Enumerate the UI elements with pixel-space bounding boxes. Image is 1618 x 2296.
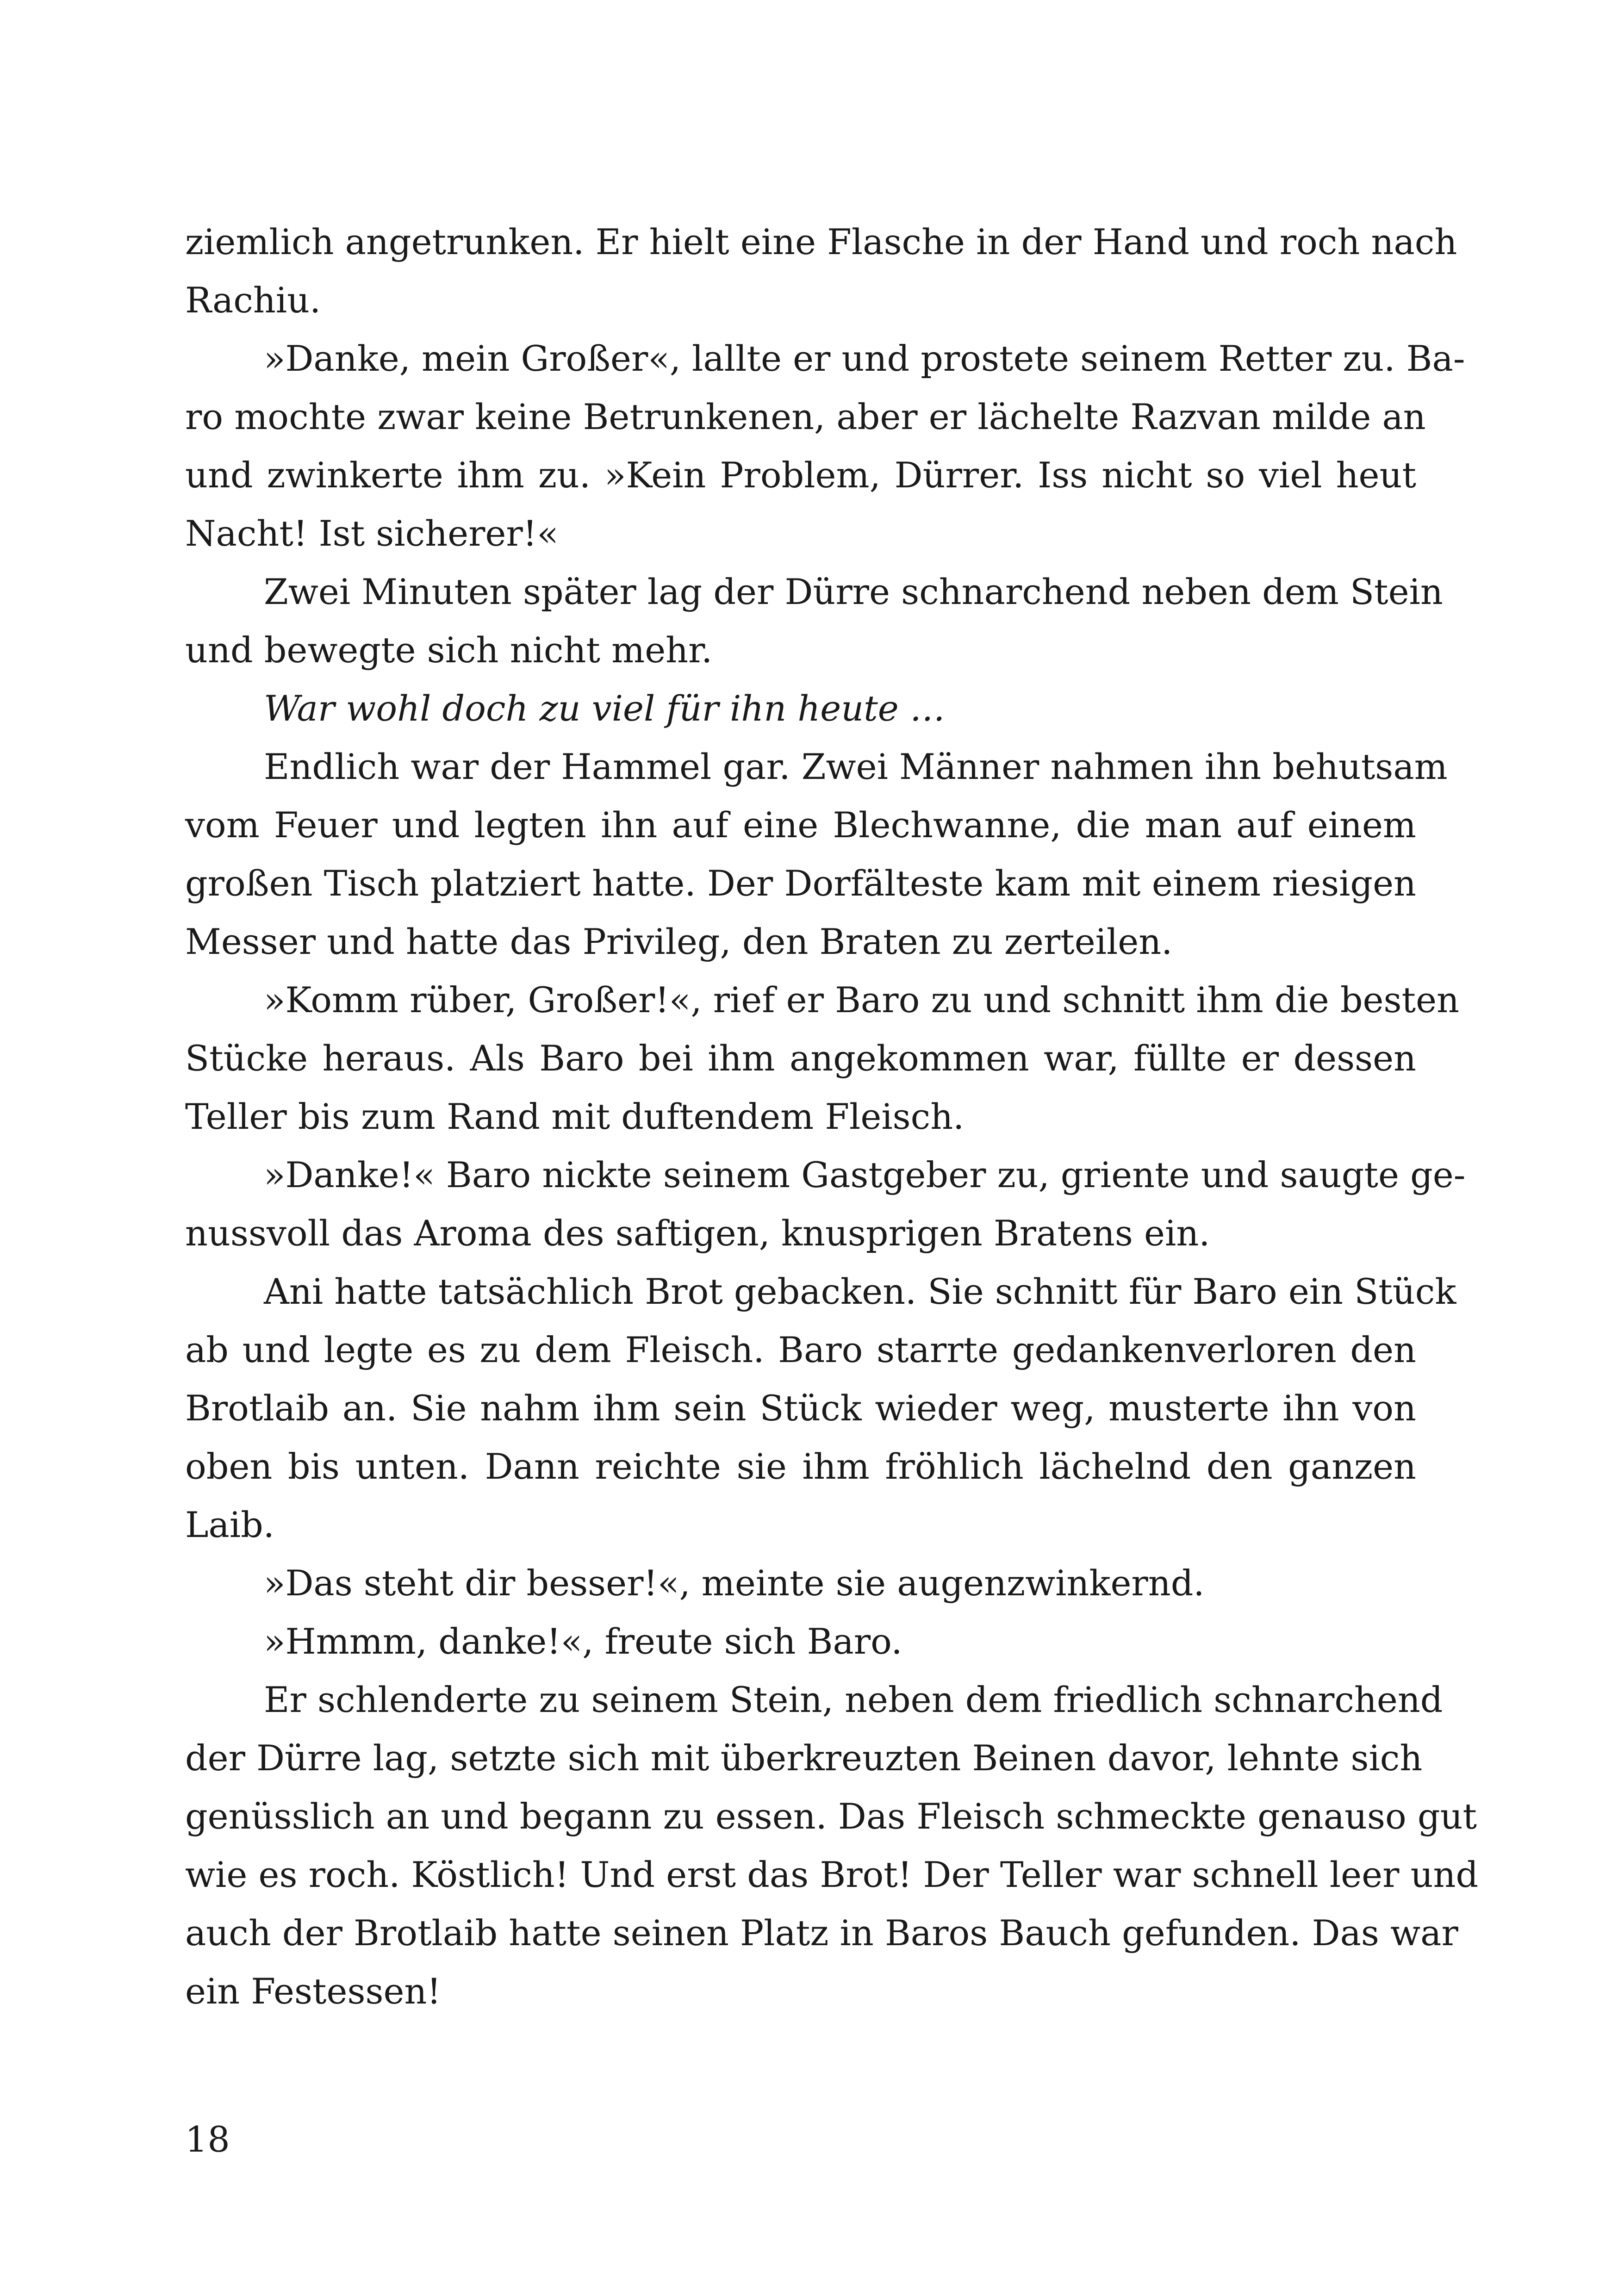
text-line: und bewegte sich nicht mehr. — [185, 629, 713, 671]
text-line: vom Feuer und legten ihn auf eine Blechwanne, die man auf einem — [185, 804, 1416, 846]
text-line: ro mochte zwar keine Betrunkenen, aber er lächelte Razvan milde an — [185, 396, 1426, 437]
text-line: »Danke, mein Großer«, lallte er und prostete seinem Retter zu. Ba- — [264, 338, 1465, 379]
text-line: ein Festessen! — [185, 1971, 441, 2012]
text-line: genüsslich an und begann zu essen. Das Fleisch schmeckte genauso gut — [185, 1796, 1477, 1837]
text-line: »Hmmm, danke!«, freute sich Baro. — [264, 1621, 902, 1662]
text-line: Messer und hatte das Privileg, den Braten zu zerteilen. — [185, 921, 1173, 962]
page-number: 18 — [185, 2119, 230, 2160]
text-line: wie es roch. Köstlich! Und erst das Brot! Der Teller war schnell leer und — [185, 1854, 1479, 1895]
text-line: Nacht! Ist sicherer!« — [185, 513, 559, 554]
text-line: nussvoll das Aroma des saftigen, knusprigen Bratens ein. — [185, 1213, 1210, 1254]
text-line: Stücke heraus. Als Baro bei ihm angekommen war, füllte er dessen — [185, 1038, 1416, 1079]
text-line: ab und legte es zu dem Fleisch. Baro starrte gedankenverloren den — [185, 1329, 1416, 1370]
text-line: »Das steht dir besser!«, meinte sie augenzwinkernd. — [264, 1562, 1205, 1604]
text-line: Teller bis zum Rand mit duftendem Fleisch. — [185, 1096, 965, 1137]
text-line: oben bis unten. Dann reichte sie ihm fröhlich lächelnd den ganzen — [185, 1446, 1416, 1487]
text-line: der Dürre lag, setzte sich mit überkreuzten Beinen davor, lehnte sich — [185, 1737, 1423, 1779]
text-line: und zwinkerte ihm zu. »Kein Problem, Dürrer. Iss nicht so viel heut — [185, 454, 1416, 496]
text-line: Laib. — [185, 1504, 274, 1545]
text-line: Brotlaib an. Sie nahm ihm sein Stück wieder weg, musterte ihn von — [185, 1388, 1416, 1429]
text-line: »Danke!« Baro nickte seinem Gastgeber zu, griente und saugte ge- — [264, 1154, 1466, 1195]
text-line: Rachiu. — [185, 280, 321, 321]
text-line: Endlich war der Hammel gar. Zwei Männer nahmen ihn behutsam — [264, 746, 1448, 787]
italic-thought-line: War wohl doch zu viel für ihn heute … — [264, 688, 945, 729]
body-text — [185, 213, 1479, 2021]
text-line: »Komm rüber, Großer!«, rief er Baro zu und schnitt ihm die besten — [264, 979, 1459, 1020]
text-line: ziemlich angetrunken. Er hielt eine Flasche in der Hand und roch nach — [185, 221, 1457, 262]
text-line: Er schlenderte zu seinem Stein, neben dem friedlich schnarchend — [264, 1679, 1443, 1720]
text-line: auch der Brotlaib hatte seinen Platz in Baros Bauch gefunden. Das war — [185, 1912, 1458, 1954]
text-line: Ani hatte tatsächlich Brot gebacken. Sie schnitt für Baro ein Stück — [264, 1271, 1456, 1312]
text-line: Zwei Minuten später lag der Dürre schnarchend neben dem Stein — [264, 571, 1443, 612]
text-line: großen Tisch platziert hatte. Der Dorfälteste kam mit einem riesigen — [185, 863, 1416, 904]
